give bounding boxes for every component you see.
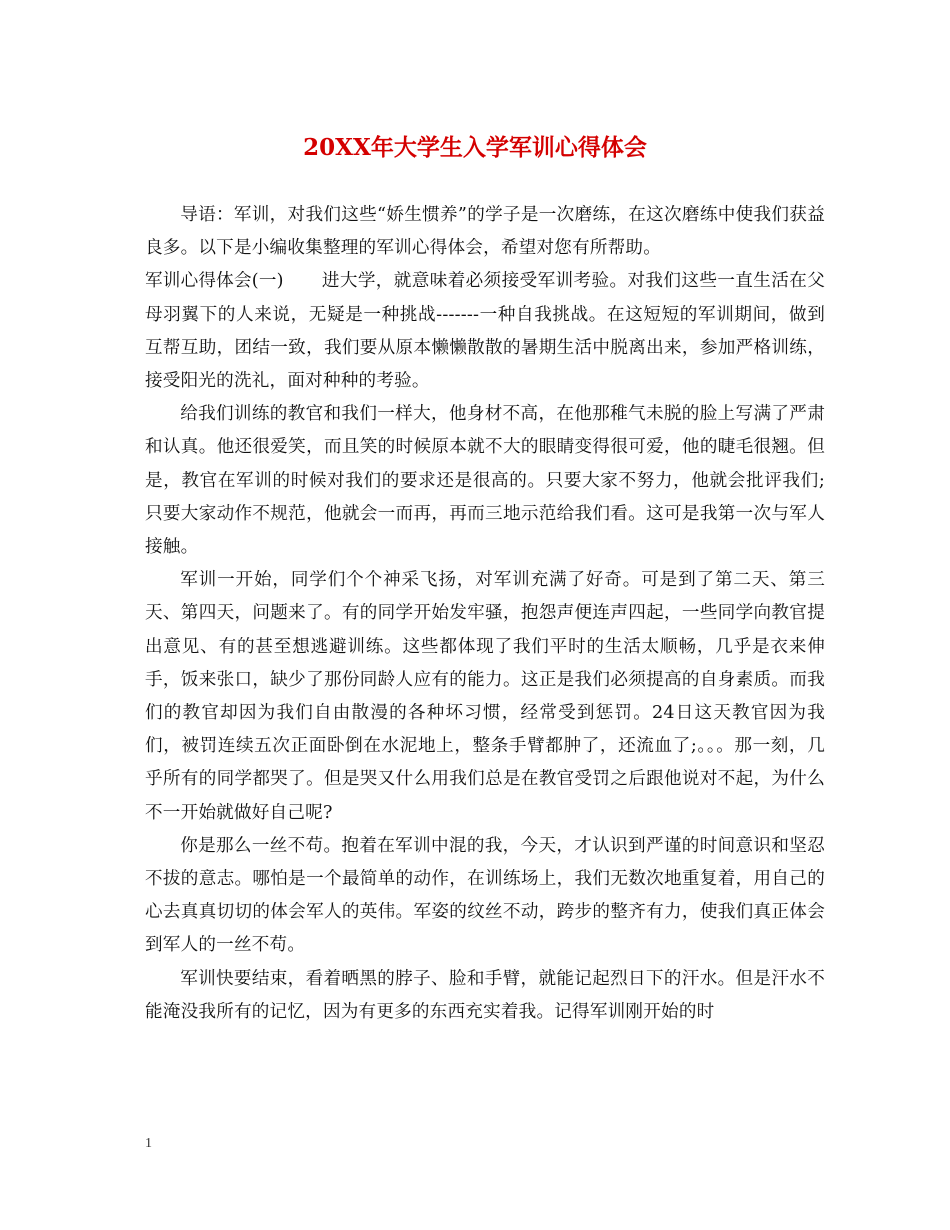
paragraph-instructor: 给我们训练的教官和我们一样大，他身材不高，在他那稚气未脱的脸上写满了严肃和认真。他还很爱笑，而且笑的时候原本就不大的眼睛变得很可爱，他的睫毛很翘。但是，教官在军训的时候对我们的要求还是很高的。只要大家不努力，他就会批评我们;只要大家动作不规范，他就会一而再，再而三地示范给我们看。这可是我第一次与军人接触。 bbox=[145, 404, 825, 558]
paragraph-section-one bbox=[145, 265, 825, 398]
page-number: 1 bbox=[145, 1136, 152, 1151]
document-title: 20XX年大学生入学军训心得体会 bbox=[303, 134, 647, 161]
section-heading: 军训心得体会(一) bbox=[145, 271, 284, 292]
paragraph-meticulous: 你是那么一丝不苟。抱着在军训中混的我，今天，才认识到严谨的时间意识和坚忍不拔的意志。哪怕是一个最简单的动作，在训练场上，我们无数次地重复着，用自己的心去真真切切的体会军人的英伟。军姿的纹丝不动，跨步的整齐有力，使我们真正体会到军人的一丝不苟。 bbox=[145, 835, 825, 956]
document-body bbox=[145, 199, 825, 1029]
paragraph-text: 进大学，就意味着必须接受军训考验。对我们这些一直生活在父母羽翼下的人来说，无疑是一种挑战-------一种自我挑战。在这短短的军训期间，做到互帮互助，团结一致，我们要从原本懒懒散散的暑期生活中脱离出来，参加严格训练，接受阳光的洗礼，面对种种的考验。 bbox=[145, 271, 825, 392]
paragraph-ending: 军训快要结束，看着晒黑的脖子、脸和手臂，就能记起烈日下的汗水。但是汗水不能淹没我所有的记忆，因为有更多的东西充实着我。记得军训刚开始的时 bbox=[145, 968, 825, 1022]
paragraph-training-start: 军训一开始，同学们个个神采飞扬，对军训充满了好奇。可是到了第二天、第三天、第四天，问题来了。有的同学开始发牢骚，抱怨声便连声四起，一些同学向教官提出意见、有的甚至想逃避训练。这些都体现了我们平时的生活太顺畅，几乎是衣来伸手，饭来张口，缺少了那份同龄人应有的能力。这正是我们必须提高的自身素质。而我们的教官却因为我们自由散漫的各种坏习惯，经常受到惩罚。24日这天教官因为我们，被罚连续五次正面卧倒在水泥地上，整条手臂都肿了，还流血了;。。。那一刻，几乎所有的同学都哭了。但是哭又什么用我们总是在教官受罚之后跟他说对不起，为什么不一开始就做好自己呢? bbox=[145, 570, 825, 823]
paragraph-intro: 导语：军训，对我们这些“娇生惯养”的学子是一次磨练，在这次磨练中使我们获益良多。以下是小编收集整理的军训心得体会，希望对您有所帮助。 bbox=[145, 205, 825, 259]
